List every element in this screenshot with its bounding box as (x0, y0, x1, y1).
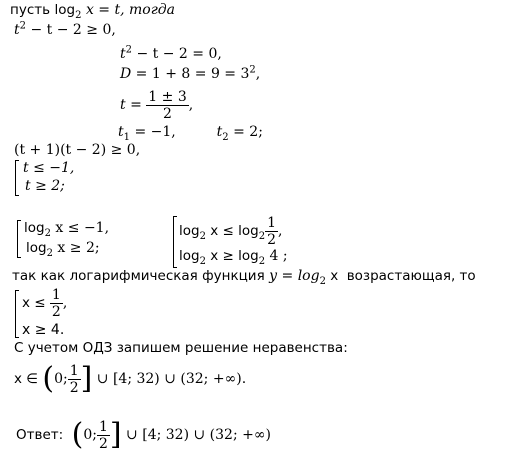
log-text: log (179, 248, 200, 264)
since-line (12, 268, 476, 287)
subscript: 2 (222, 131, 229, 143)
discriminant-end: , (255, 66, 261, 82)
right-bracket: ] (109, 417, 122, 452)
log-base: 2 (75, 9, 82, 21)
log-base: 2 (258, 230, 266, 242)
power: 2 (249, 64, 256, 76)
equation-rest: − t − 2 = 0, (132, 46, 222, 62)
right-bracket: ] (80, 361, 93, 396)
fraction-numerator: 1 (267, 214, 277, 231)
final-rest: ∪ [4; 32) ∪ (32; +∞). (92, 371, 247, 387)
log-base: 2 (319, 275, 326, 287)
roots-line (118, 124, 263, 143)
left-paren: ( (42, 361, 55, 396)
log-text: log (26, 240, 47, 256)
root-1: = −1, (130, 124, 176, 140)
system-4-a (22, 286, 67, 320)
since-text: так как логарифмическая функция (12, 268, 265, 284)
log-base: 2 (46, 247, 53, 259)
inequality-line (14, 22, 116, 38)
var-t: t (216, 124, 223, 140)
root-2: = 2; (228, 124, 263, 140)
equation-line (120, 46, 222, 62)
interval-start: 0; (54, 371, 68, 387)
final-line (14, 362, 246, 396)
fraction (265, 216, 278, 247)
log-base: 2 (44, 227, 51, 239)
system-3-b-end: 4 ; (265, 248, 288, 264)
log-text: log (24, 220, 45, 236)
intro-line (10, 2, 175, 21)
var-t: t (120, 97, 126, 113)
since-after: возрастающая, то (346, 268, 476, 284)
log-text: log (179, 223, 200, 239)
fraction (50, 288, 63, 319)
system-2-a-rest: x ≤ −1, (50, 220, 110, 236)
log-base: 2 (199, 230, 206, 242)
system-3-a (179, 214, 282, 248)
left-paren: ( (71, 417, 84, 452)
system-bracket (17, 220, 21, 258)
system-4-a-end: , (62, 295, 68, 311)
fraction (97, 420, 110, 451)
final-pre: x ∈ (14, 371, 43, 387)
fraction-denominator: 2 (163, 105, 172, 122)
var-t: t (120, 46, 126, 62)
power: 2 (19, 20, 27, 32)
fraction (146, 90, 188, 121)
power: 2 (125, 44, 133, 56)
factored-text: (t + 1)(t − 2) ≥ 0, (14, 142, 141, 158)
var-t: t (118, 124, 124, 140)
system-2-b-rest: x ≥ 2; (52, 240, 100, 256)
fraction-numerator: 1 (51, 286, 61, 303)
var-d: D (120, 66, 132, 82)
system-3-a-end: , (278, 223, 283, 239)
system-3-b (179, 248, 288, 267)
fraction (68, 364, 81, 395)
root-formula-line (120, 88, 193, 122)
interval-start: 0; (83, 427, 97, 443)
answer-line (16, 418, 271, 452)
system-1-b: t ≥ 2; (25, 178, 65, 194)
intro-rest: x = t, тогда (85, 2, 175, 18)
system-3-b-mid: x ≥ log (205, 248, 259, 264)
log-base: 2 (258, 255, 266, 267)
system-1-a: t ≤ −1, (23, 160, 75, 176)
var-t: t (14, 22, 20, 38)
system-bracket (15, 160, 19, 196)
fraction-denominator: 2 (98, 435, 108, 452)
fraction-numerator: 1 (69, 362, 79, 379)
system-2-a (24, 220, 110, 239)
fraction-numerator: 1 (98, 418, 108, 435)
discriminant-line (120, 66, 260, 82)
log-base: 2 (199, 255, 206, 267)
fraction-denominator: 2 (51, 303, 61, 320)
odz-line: С учетом ОДЗ запишем решение неравенства: (14, 340, 348, 356)
intro-word: пусть (10, 2, 51, 18)
system-4-a-x: x ≤ (22, 295, 50, 311)
factored-line (14, 142, 140, 158)
answer-label: Ответ: (16, 427, 64, 443)
subscript: 1 (123, 131, 131, 143)
system-4-b: x ≥ 4. (22, 322, 65, 338)
discriminant-rest: = 1 + 8 = 9 = 3 (131, 66, 250, 82)
system-3-a-mid: x ≤ log (205, 223, 259, 239)
fraction-numerator: 1 ± 3 (148, 88, 187, 105)
equals: = (125, 97, 147, 113)
system-bracket (15, 290, 19, 338)
function-x: x (325, 268, 339, 284)
system-2-b (26, 240, 100, 259)
root-formula-end: , (188, 97, 194, 113)
answer-rest: ∪ [4; 32) ∪ (32; +∞) (121, 427, 271, 443)
fraction-denominator: 2 (69, 379, 79, 396)
function-y: y = log (269, 268, 320, 284)
log-text: log (54, 2, 76, 18)
system-bracket (173, 216, 177, 268)
inequality-rest: − t − 2 ≥ 0, (26, 22, 116, 38)
fraction-denominator: 2 (267, 231, 277, 248)
